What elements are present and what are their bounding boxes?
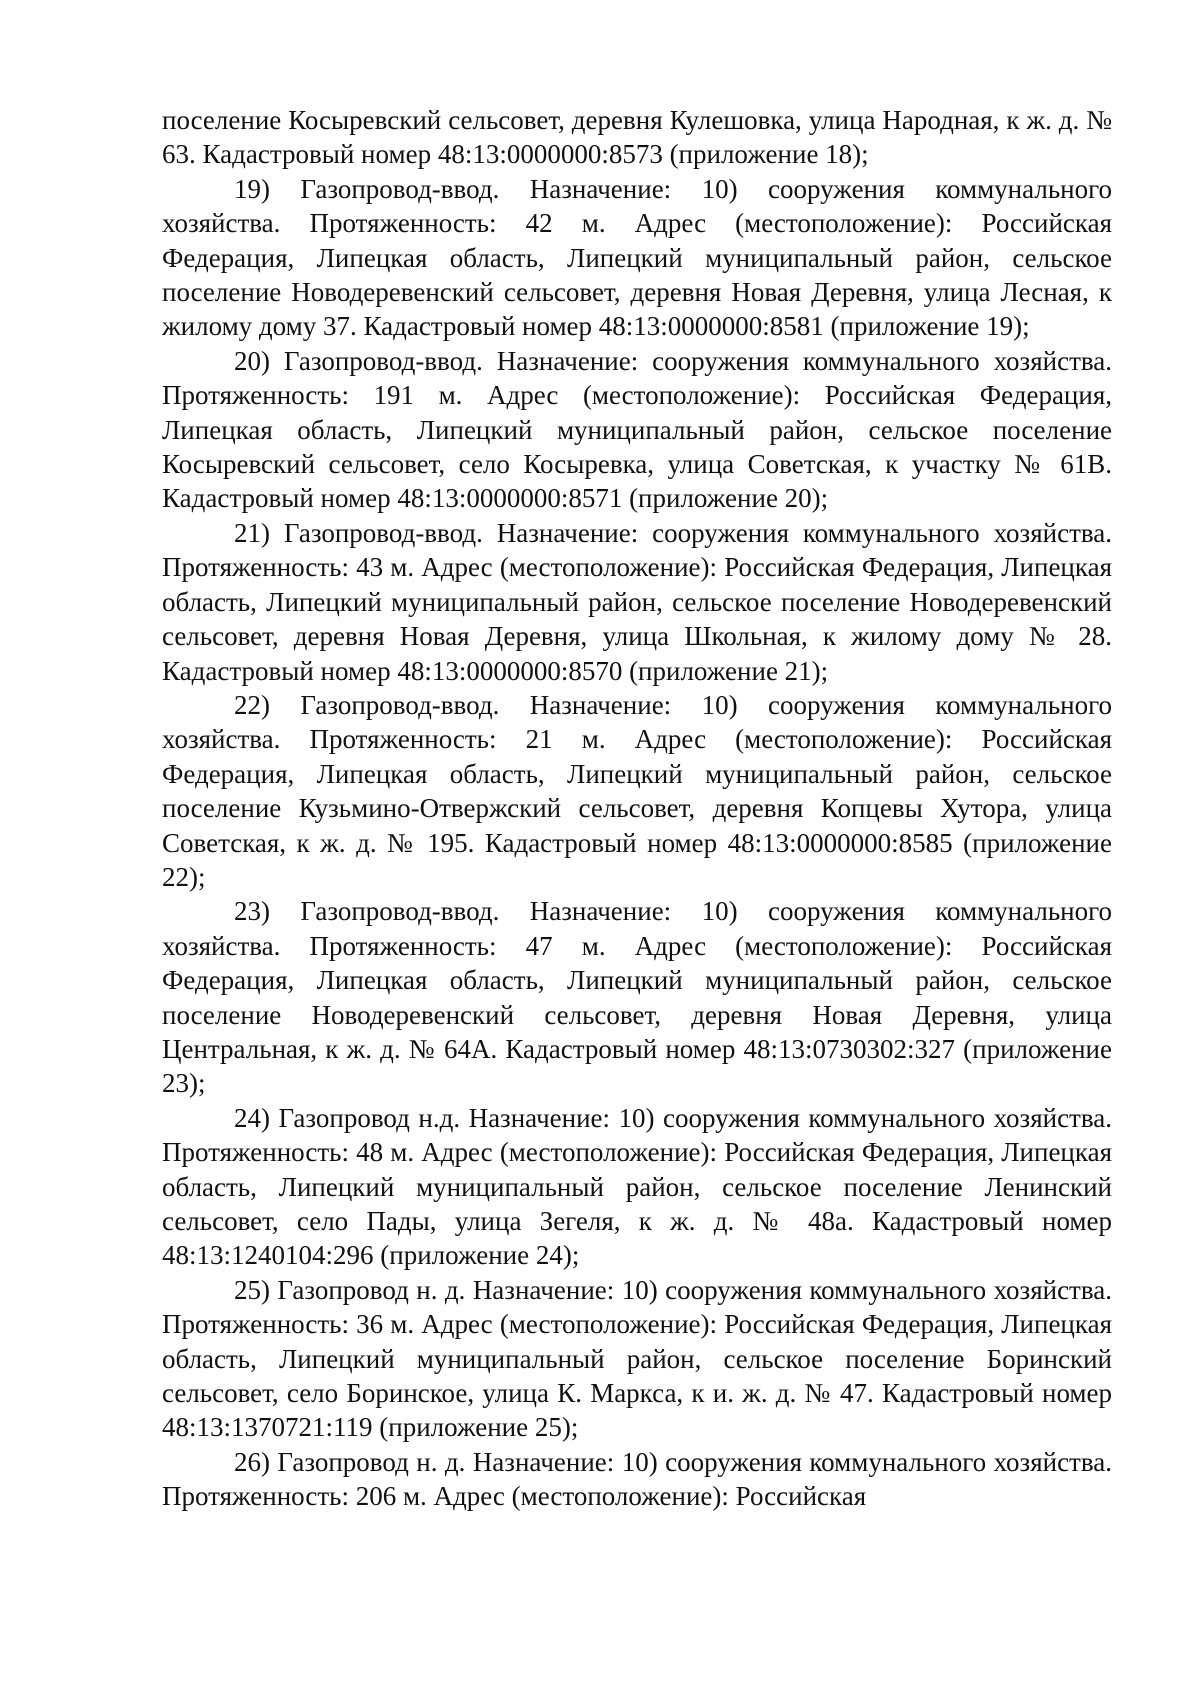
paragraph-item-25: 25) Газопровод н. д. Назначение: 10) сооружения коммунального хозяйства. Протяженность: 36 м. Адрес (местоположение): Российская Федерация, Липецкая область, Липецкий муниципальный район, сельское поселение Боринский сельсовет, село Боринское, улица К. Маркса, к и. ж. д. № 47. Кадастровый номер 48:13:1370721:119 (приложение 25); — [162, 1274, 1112, 1443]
paragraph-item-24: 24) Газопровод н.д. Назначение: 10) сооружения коммунального хозяйства. Протяженность: 48 м. Адрес (местоположение): Российская Федерация, Липецкая область, Липецкий муниципальный район, сельское поселение Ленинский сельсовет, село Пады, улица Зегеля, к ж. д. № 48а. Кадастровый номер 48:13:1240104:296 (приложение 24); — [162, 1102, 1112, 1271]
document-body — [162, 103, 1112, 1514]
paragraph-item-19: 19) Газопровод-ввод. Назначение: 10) сооружения коммунального хозяйства. Протяженность: 42 м. Адрес (местоположение): Российская Федерация, Липецкая область, Липецкий муниципальный район, сельское поселение Новодеревенский сельсовет, деревня Новая Деревня, улица Лесная, к жилому дому 37. Кадастровый номер 48:13:0000000:8581 (приложение 19); — [162, 173, 1112, 342]
paragraph-continuation: поселение Косыревский сельсовет, деревня Кулешовка, улица Народная, к ж. д. № 63. Кадастровый номер 48:13:0000000:8573 (приложение 18); — [162, 105, 1112, 170]
paragraph-item-22: 22) Газопровод-ввод. Назначение: 10) сооружения коммунального хозяйства. Протяженность: 21 м. Адрес (местоположение): Российская Федерация, Липецкая область, Липецкий муниципальный район, сельское поселение Кузьмино-Отвержский сельсовет, деревня Копцевы Хутора, улица Советская, к ж. д. № 195. Кадастровый номер 48:13:0000000:8585 (приложение 22); — [162, 689, 1112, 892]
paragraph-item-23: 23) Газопровод-ввод. Назначение: 10) сооружения коммунального хозяйства. Протяженность: 47 м. Адрес (местоположение): Российская Федерация, Липецкая область, Липецкий муниципальный район, сельское поселение Новодеревенский сельсовет, деревня Новая Деревня, улица Центральная, к ж. д. № 64А. Кадастровый номер 48:13:0730302:327 (приложение 23); — [162, 896, 1112, 1099]
paragraph-item-20: 20) Газопровод-ввод. Назначение: сооружения коммунального хозяйства. Протяженность: 191 м. Адрес (местоположение): Российская Федерация, Липецкая область, Липецкий муниципальный район, сельское поселение Косыревский сельсовет, село Косыревка, улица Советская, к участку № 61В. Кадастровый номер 48:13:0000000:8571 (приложение 20); — [162, 345, 1112, 514]
paragraph-item-21: 21) Газопровод-ввод. Назначение: сооружения коммунального хозяйства. Протяженность: 43 м. Адрес (местоположение): Российская Федерация, Липецкая область, Липецкий муниципальный район, сельское поселение Новодеревенский сельсовет, деревня Новая Деревня, улица Школьная, к жилому дому № 28. Кадастровый номер 48:13:0000000:8570 (приложение 21); — [162, 517, 1112, 686]
paragraph-item-26: 26) Газопровод н. д. Назначение: 10) сооружения коммунального хозяйства. Протяженность: 206 м. Адрес (местоположение): Российская — [162, 1446, 1112, 1512]
